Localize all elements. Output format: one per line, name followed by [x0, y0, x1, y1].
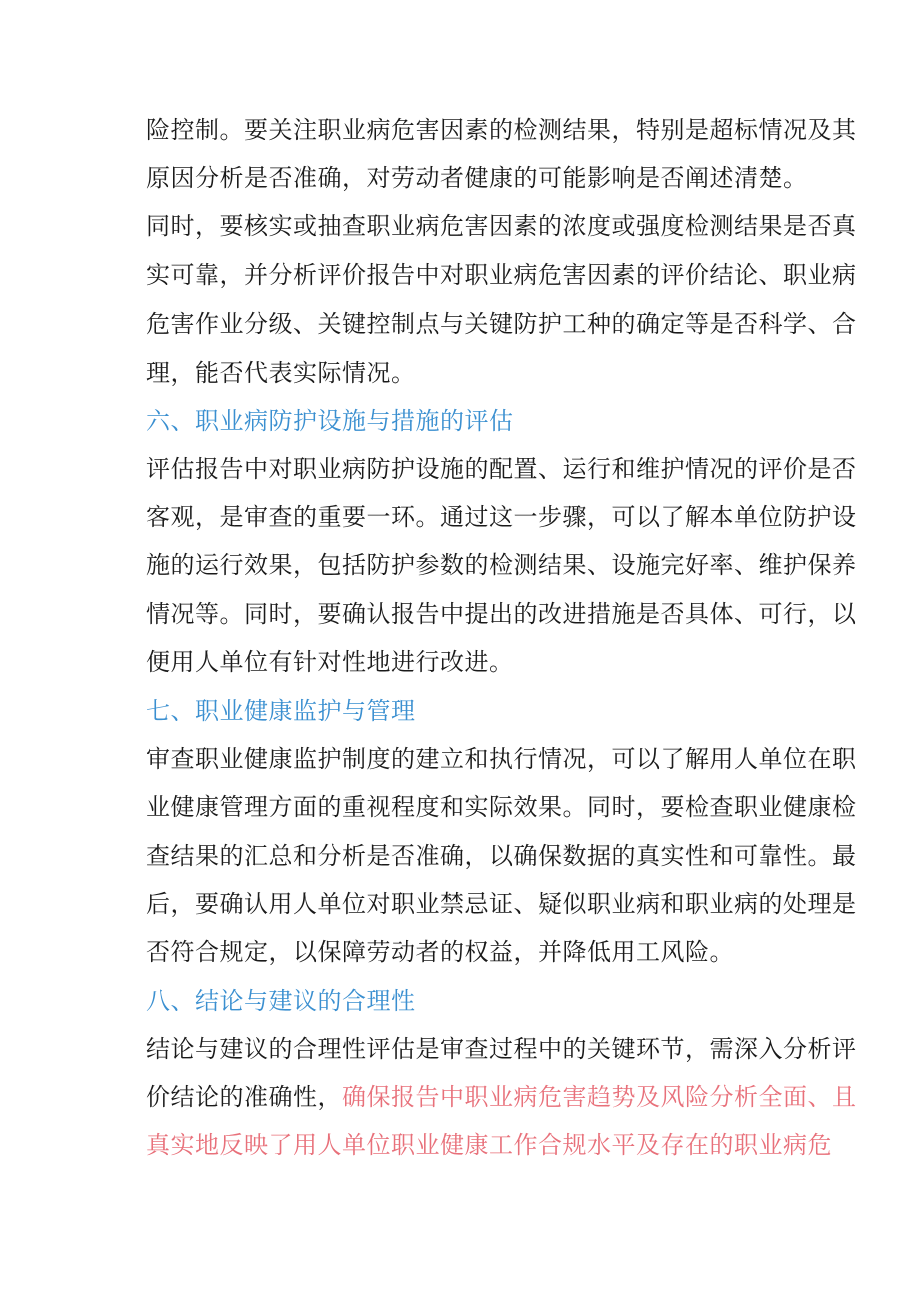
highlighted-text-segment: 确保报告中职业病危害趋势及风险分析全面、且	[342, 1083, 857, 1111]
text-line: 险控制。要关注职业病危害因素的检测结果，特别是超标情况及其	[146, 116, 857, 144]
highlighted-text-line: 真实地反映了用人单位职业健康工作合规水平及存在的职业病危	[146, 1131, 832, 1159]
text-line: 实可靠，并分析评价报告中对职业病危害因素的评价结论、职业病	[146, 261, 857, 289]
text-line: 业健康管理方面的重视程度和实际效果。同时，要检查职业健康检	[146, 793, 857, 821]
text-line: 结论与建议的合理性评估是审查过程中的关键环节，需深入分析评	[146, 1035, 857, 1063]
text-line: 审查职业健康监护制度的建立和执行情况，可以了解用人单位在职	[146, 745, 857, 773]
text-line: 理，能否代表实际情况。	[146, 359, 416, 387]
text-line: 评估报告中对职业病防护设施的配置、运行和维护情况的评价是否	[146, 455, 857, 483]
text-line: 原因分析是否准确，对劳动者健康的可能影响是否阐述清楚。	[146, 164, 808, 192]
section-heading: 八、结论与建议的合理性	[146, 987, 416, 1015]
text-line: 便用人单位有针对性地进行改进。	[146, 648, 514, 676]
normal-text-segment: 价结论的准确性，	[146, 1083, 342, 1111]
text-line: 查结果的汇总和分析是否准确，以确保数据的真实性和可靠性。最	[146, 842, 857, 870]
text-line: 危害作业分级、关键控制点与关键防护工种的确定等是否科学、合	[146, 310, 857, 338]
section-heading: 七、职业健康监护与管理	[146, 697, 416, 725]
text-line: 后，要确认用人单位对职业禁忌证、疑似职业病和职业病的处理是	[146, 890, 857, 918]
text-line: 同时，要核实或抽查职业病危害因素的浓度或强度检测结果是否真	[146, 212, 857, 240]
text-line: 客观，是审查的重要一环。通过这一步骤，可以了解本单位防护设	[146, 503, 857, 531]
text-line: 否符合规定，以保障劳动者的权益，并降低用工风险。	[146, 938, 734, 966]
text-line: 情况等。同时，要确认报告中提出的改进措施是否具体、可行，以	[146, 600, 857, 628]
text-line: 施的运行效果，包括防护参数的检测结果、设施完好率、维护保养	[146, 551, 857, 579]
mixed-text-line	[146, 1081, 857, 1113]
section-heading: 六、职业病防护设施与措施的评估	[146, 407, 514, 435]
